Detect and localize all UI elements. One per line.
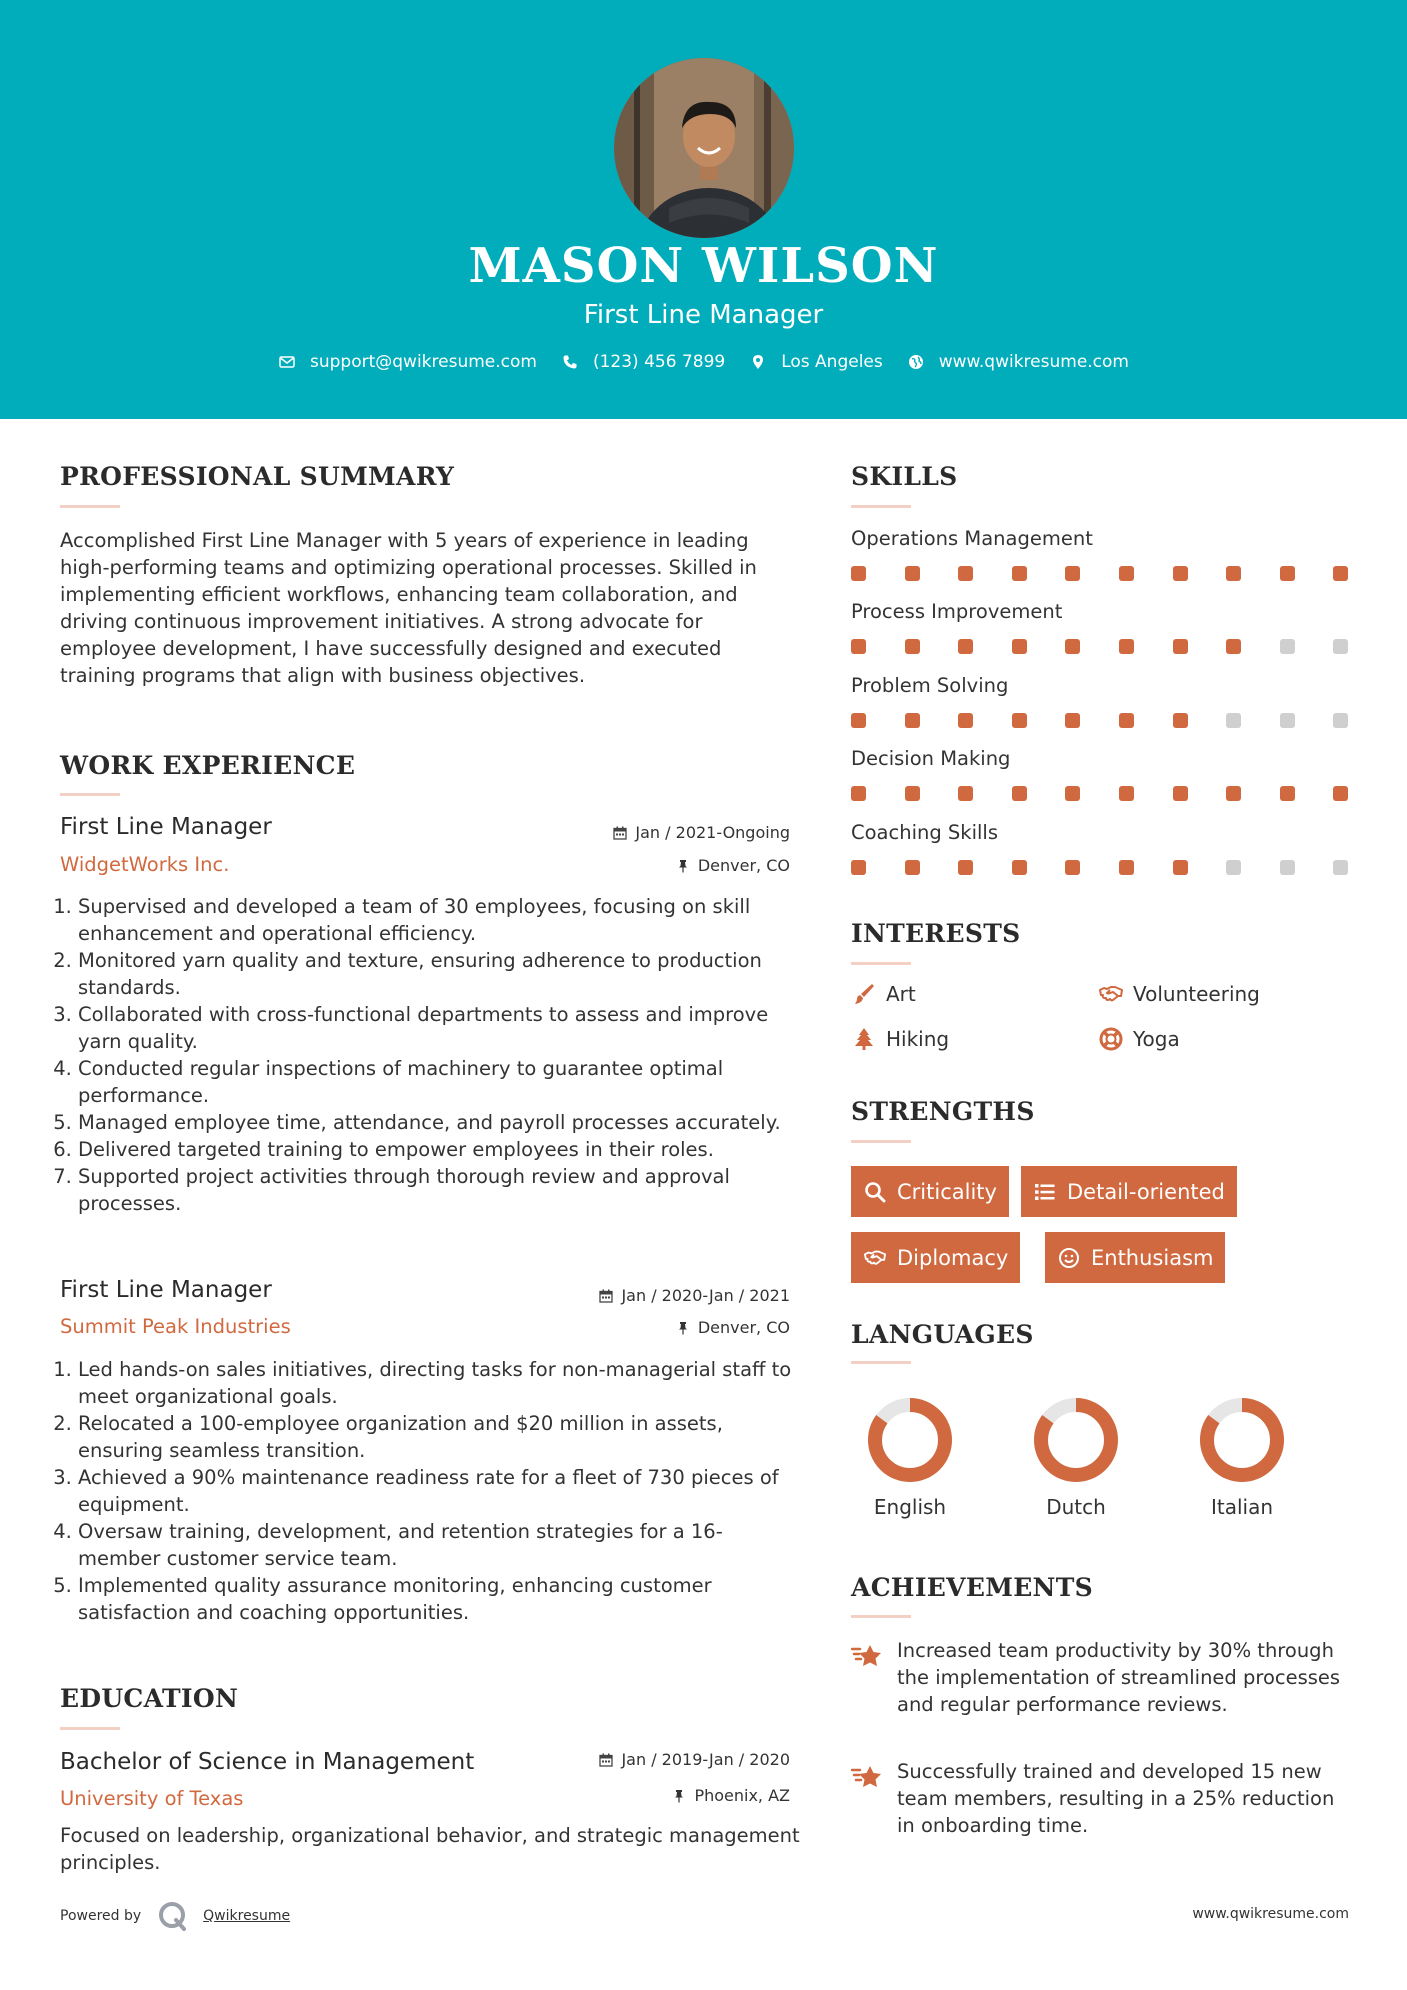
education-school: University of Texas: [60, 1787, 244, 1810]
footer-url[interactable]: www.qwikresume.com: [1192, 1906, 1349, 1922]
globe-icon: [907, 353, 925, 371]
skill-dot-filled: [1012, 566, 1027, 581]
envelope-icon: [278, 353, 296, 371]
pushpin-icon: [672, 1789, 686, 1803]
job-location-text: Denver, CO: [697, 856, 790, 875]
skill-dot-filled: [1119, 786, 1134, 801]
job-title: First Line Manager: [60, 1277, 272, 1303]
strengths-heading: STRENGTHS: [851, 1097, 1035, 1126]
achievements-heading-rule: [851, 1615, 911, 1618]
achievement-item: [851, 1758, 1351, 1839]
list-item: 3. Achieved a 90% maintenance readiness rate for a fleet of 730 pieces of equipment.: [78, 1464, 800, 1518]
language-donut: [865, 1395, 955, 1485]
calendar-icon: [613, 826, 627, 840]
skill-dot-empty: [1333, 713, 1348, 728]
language-item: [850, 1395, 970, 1519]
powered-by-text: Powered by: [60, 1908, 142, 1924]
skill-dot-filled: [958, 639, 973, 654]
job-location: [676, 1318, 790, 1337]
job-location-box: [490, 1318, 790, 1340]
language-donut: [1197, 1395, 1287, 1485]
skill-name: Decision Making: [851, 747, 1011, 770]
languages-heading-rule: [851, 1361, 911, 1364]
skill-dot-filled: [851, 566, 866, 581]
skill-dot-filled: [1173, 713, 1188, 728]
education-location-text: Phoenix, AZ: [694, 1786, 790, 1805]
profile-photo: [614, 58, 794, 238]
skill-dot-filled: [958, 786, 973, 801]
skill-dot-filled: [1333, 566, 1348, 581]
list-item: 4. Oversaw training, development, and retention strategies for a 16-member customer service team.: [78, 1518, 800, 1572]
job-title: First Line Manager: [60, 814, 272, 840]
strength-label: Criticality: [897, 1179, 997, 1204]
handshake-icon: [863, 1246, 887, 1270]
list-item: 3. Collaborated with cross-functional departments to assess and improve yarn quality.: [78, 1001, 800, 1055]
skills-heading: SKILLS: [851, 462, 958, 491]
strength-label: Diplomacy: [897, 1245, 1009, 1270]
person-photo-icon: [614, 58, 794, 238]
achievement-text: Increased team productivity by 30% through the implementation of streamlined processes and regular performance reviews.: [897, 1639, 1341, 1716]
achievement-text: Successfully trained and developed 15 new team members, resulting in a 25% reduction in onboarding time.: [897, 1760, 1335, 1837]
skill-dot-filled: [1173, 566, 1188, 581]
skill-dot-filled: [1173, 786, 1188, 801]
resume-header: [0, 0, 1407, 419]
strength-badge: [1045, 1232, 1225, 1283]
interest-label: Yoga: [1133, 1027, 1180, 1051]
job-dates-text: Jan / 2021-Ongoing: [635, 823, 790, 842]
skill-dot-filled: [1012, 786, 1027, 801]
language-name: Dutch: [1046, 1495, 1106, 1519]
experience-heading: WORK EXPERIENCE: [60, 751, 356, 780]
contact-email[interactable]: [278, 352, 537, 372]
skill-dot-filled: [1065, 566, 1080, 581]
skill-dot-filled: [1333, 786, 1348, 801]
contact-website[interactable]: [907, 352, 1129, 372]
skill-dot-empty: [1280, 639, 1295, 654]
calendar-icon: [599, 1289, 613, 1303]
interests-heading-rule: [851, 962, 911, 965]
skill-dot-filled: [1173, 639, 1188, 654]
skill-dot-filled: [1012, 713, 1027, 728]
lifering-icon: [1098, 1026, 1124, 1052]
language-name: Italian: [1210, 1495, 1274, 1519]
interest-label: Volunteering: [1133, 982, 1260, 1006]
skill-dot-filled: [958, 860, 973, 875]
skill-rating: [851, 639, 1351, 655]
skill-dot-filled: [1065, 713, 1080, 728]
list-item: 6. Delivered targeted training to empower employees in their roles.: [78, 1136, 800, 1163]
job-dates-box: [490, 1286, 790, 1308]
skill-dot-empty: [1280, 713, 1295, 728]
job-company: Summit Peak Industries: [60, 1315, 291, 1338]
skill-dot-filled: [905, 860, 920, 875]
contact-location-text: Los Angeles: [781, 352, 883, 372]
contact-bar: [0, 352, 1407, 372]
skill-name: Problem Solving: [851, 674, 1009, 697]
languages-heading: LANGUAGES: [851, 1320, 1034, 1349]
skill-dot-filled: [905, 786, 920, 801]
interest-label: Art: [886, 982, 916, 1006]
skill-dot-filled: [1065, 786, 1080, 801]
candidate-name: MASON WILSON: [468, 238, 939, 294]
language-donut: [1031, 1395, 1121, 1485]
list-item: 5. Managed employee time, attendance, and payroll processes accurately.: [78, 1109, 800, 1136]
skill-rating: [851, 860, 1351, 876]
job-dates-box: [490, 823, 790, 845]
summary-heading-rule: [60, 505, 120, 508]
job-company: WidgetWorks Inc.: [60, 853, 230, 876]
skill-dot-filled: [1119, 860, 1134, 875]
skill-dot-filled: [1226, 566, 1241, 581]
job-dates: [599, 1286, 790, 1305]
contact-website-text: www.qwikresume.com: [938, 352, 1129, 372]
skill-name: Coaching Skills: [851, 821, 999, 844]
job-dates: [613, 823, 790, 842]
education-dates-box: [490, 1750, 790, 1772]
skill-dot-empty: [1333, 860, 1348, 875]
skill-dot-filled: [1280, 786, 1295, 801]
language-name: English: [873, 1495, 947, 1519]
qwikresume-link[interactable]: Qwikresume: [203, 1908, 291, 1924]
summary-heading: PROFESSIONAL SUMMARY: [60, 462, 455, 491]
education-location-box: [490, 1786, 790, 1808]
contact-location: [749, 352, 883, 372]
strength-label: Detail-oriented: [1067, 1179, 1225, 1204]
education-heading-rule: [60, 1727, 120, 1730]
interests-heading: INTERESTS: [851, 919, 1021, 948]
skill-dot-filled: [851, 860, 866, 875]
contact-phone-text: (123) 456 7899: [592, 352, 726, 372]
skills-heading-rule: [851, 505, 911, 508]
skill-dot-filled: [905, 566, 920, 581]
skill-dot-filled: [1226, 786, 1241, 801]
skill-name: Process Improvement: [851, 600, 1063, 623]
strengths-heading-rule: [851, 1140, 911, 1143]
skill-dot-filled: [1012, 860, 1027, 875]
education-description: Focused on leadership, organizational behavior, and strategic management principles.: [60, 1824, 800, 1874]
skill-dot-filled: [905, 639, 920, 654]
job-duties-list: [60, 1356, 800, 1626]
skill-dot-filled: [1173, 860, 1188, 875]
qwikresume-logo-icon: [157, 1900, 189, 1932]
skill-rating: [851, 713, 1351, 729]
smile-icon: [1057, 1246, 1081, 1270]
skill-dot-filled: [1280, 566, 1295, 581]
strength-badge: [851, 1232, 1020, 1283]
language-item: [1016, 1395, 1136, 1519]
skill-dot-filled: [851, 639, 866, 654]
job-location-box: [490, 856, 790, 878]
summary-text: Accomplished First Line Manager with 5 years of experience in leading high-performing teams and optimizing operational processes. Skilled in implementing efficient workflows, enhancing team collaboration, and driving continuous improvement initiatives. A strong advocate for employee development, I have successfully designed and executed training programs that align with business objectives.: [60, 529, 757, 687]
contact-phone[interactable]: [561, 352, 725, 372]
skill-dot-filled: [905, 713, 920, 728]
phone-icon: [561, 353, 579, 371]
skill-dot-filled: [1119, 639, 1134, 654]
skill-name: Operations Management: [851, 527, 1093, 550]
map-marker-icon: [749, 353, 767, 371]
education-location: [672, 1786, 790, 1805]
strength-badge: [1021, 1166, 1237, 1217]
list-item: 2. Relocated a 100-employee organization and $20 million in assets, ensuring seamless transition.: [78, 1410, 800, 1464]
skill-rating: [851, 566, 1351, 582]
tree-icon: [851, 1026, 877, 1052]
language-item: [1182, 1395, 1302, 1519]
list-item: 1. Supervised and developed a team of 30 employees, focusing on skill enhancement and operational efficiency.: [78, 893, 800, 947]
skill-dot-empty: [1226, 713, 1241, 728]
education-heading: EDUCATION: [60, 1684, 239, 1713]
footer-powered-by: [60, 1900, 290, 1932]
paintbrush-icon: [851, 981, 877, 1007]
contact-email-text: support@qwikresume.com: [310, 352, 537, 372]
skill-dot-filled: [1012, 639, 1027, 654]
list-item: 2. Monitored yarn quality and texture, ensuring adherence to production standards.: [78, 947, 800, 1001]
education-dates-text: Jan / 2019-Jan / 2020: [621, 1750, 790, 1769]
list-item: 1. Led hands-on sales initiatives, directing tasks for non-managerial staff to meet organizational goals.: [78, 1356, 800, 1410]
skill-rating: [851, 786, 1351, 802]
skill-dot-filled: [1119, 566, 1134, 581]
candidate-role: First Line Manager: [583, 300, 824, 330]
skill-dot-empty: [1280, 860, 1295, 875]
star-icon: [851, 1639, 885, 1673]
skill-dot-empty: [1333, 639, 1348, 654]
skill-dot-empty: [1226, 860, 1241, 875]
job-dates-text: Jan / 2020-Jan / 2021: [621, 1286, 790, 1305]
interest-item: [1098, 981, 1260, 1007]
pushpin-icon: [676, 1321, 690, 1335]
pushpin-icon: [676, 859, 690, 873]
skill-dot-filled: [1065, 860, 1080, 875]
calendar-icon: [599, 1753, 613, 1767]
experience-heading-rule: [60, 793, 120, 796]
interest-item: [851, 981, 916, 1007]
list-icon: [1033, 1180, 1057, 1204]
list-item: 7. Supported project activities through thorough review and approval processes.: [78, 1163, 800, 1217]
achievements-heading: ACHIEVEMENTS: [851, 1573, 1093, 1602]
education-dates: [599, 1750, 790, 1769]
education-degree: Bachelor of Science in Management: [60, 1749, 475, 1775]
skill-dot-filled: [1065, 639, 1080, 654]
skill-dot-filled: [958, 713, 973, 728]
job-location: [676, 856, 790, 875]
job-location-text: Denver, CO: [697, 1318, 790, 1337]
search-icon: [863, 1180, 887, 1204]
handshake-icon: [1098, 981, 1124, 1007]
list-item: 5. Implemented quality assurance monitoring, enhancing customer satisfaction and coaching opportunities.: [78, 1572, 800, 1626]
skill-dot-filled: [1226, 639, 1241, 654]
job-duties-list: [60, 893, 800, 1217]
strength-badge: [851, 1166, 1009, 1217]
list-item: 4. Conducted regular inspections of machinery to guarantee optimal performance.: [78, 1055, 800, 1109]
skill-dot-filled: [958, 566, 973, 581]
achievement-item: [851, 1637, 1351, 1718]
star-icon: [851, 1760, 885, 1794]
interest-item: [1098, 1026, 1180, 1052]
strength-label: Enthusiasm: [1091, 1245, 1214, 1270]
skill-dot-filled: [851, 713, 866, 728]
interest-item: [851, 1026, 949, 1052]
skill-dot-filled: [1119, 713, 1134, 728]
interest-label: Hiking: [886, 1027, 950, 1051]
skill-dot-filled: [851, 786, 866, 801]
